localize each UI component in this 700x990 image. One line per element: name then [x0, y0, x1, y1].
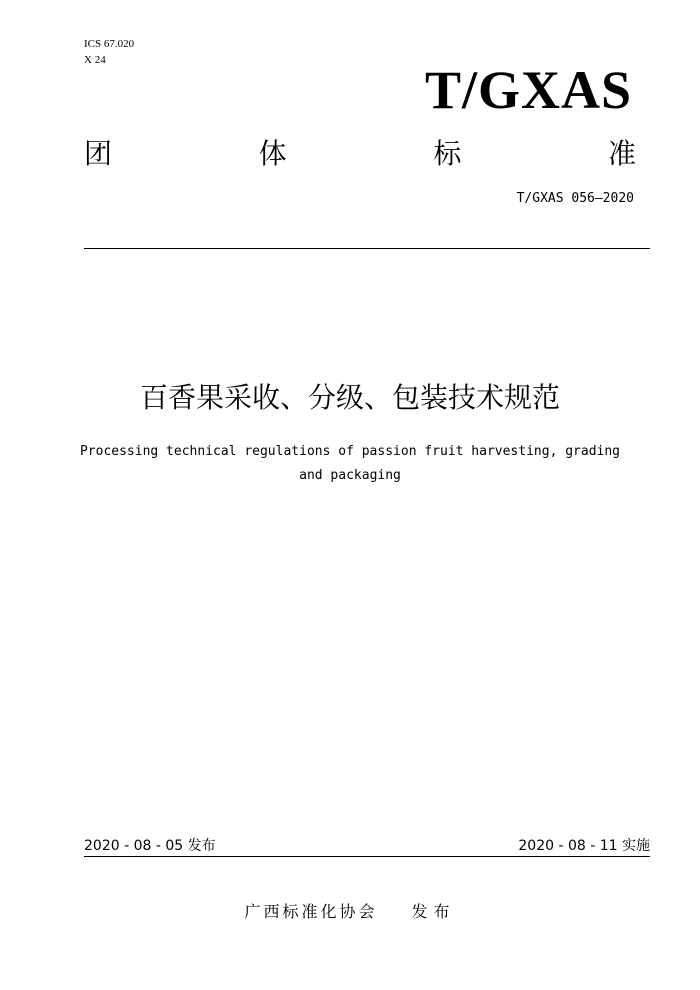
publisher-action: 发布 — [411, 902, 456, 921]
type-char: 团 — [84, 137, 113, 170]
english-title-line: and packaging — [299, 468, 401, 483]
issue-date: 2020 - 08 - 05 发布 — [84, 838, 216, 854]
type-char: 标 — [433, 137, 462, 170]
english-title-line: Processing technical regulations of passion fruit harvesting, grading — [79, 444, 621, 459]
type-char: 准 — [607, 137, 636, 170]
english-title — [60, 440, 640, 488]
effective-date: 2020 - 08 - 11 实施 — [518, 838, 650, 854]
class-code: X 24 — [84, 54, 106, 66]
standard-number: T/GXAS 056—2020 — [516, 191, 634, 206]
standard-logo: T/GXAS — [424, 60, 632, 120]
chinese-title: 百香果采收、分级、包装技术规范 — [139, 381, 560, 414]
type-char: 体 — [258, 137, 287, 170]
classification-block — [84, 36, 134, 68]
date-row — [84, 836, 650, 856]
bottom-divider — [84, 856, 650, 857]
top-divider — [84, 248, 650, 249]
publisher-line — [0, 900, 700, 924]
publisher-organization: 广西标准化协会 — [244, 902, 378, 921]
ics-code: ICS 67.020 — [84, 38, 135, 50]
document-type-heading — [84, 137, 636, 171]
